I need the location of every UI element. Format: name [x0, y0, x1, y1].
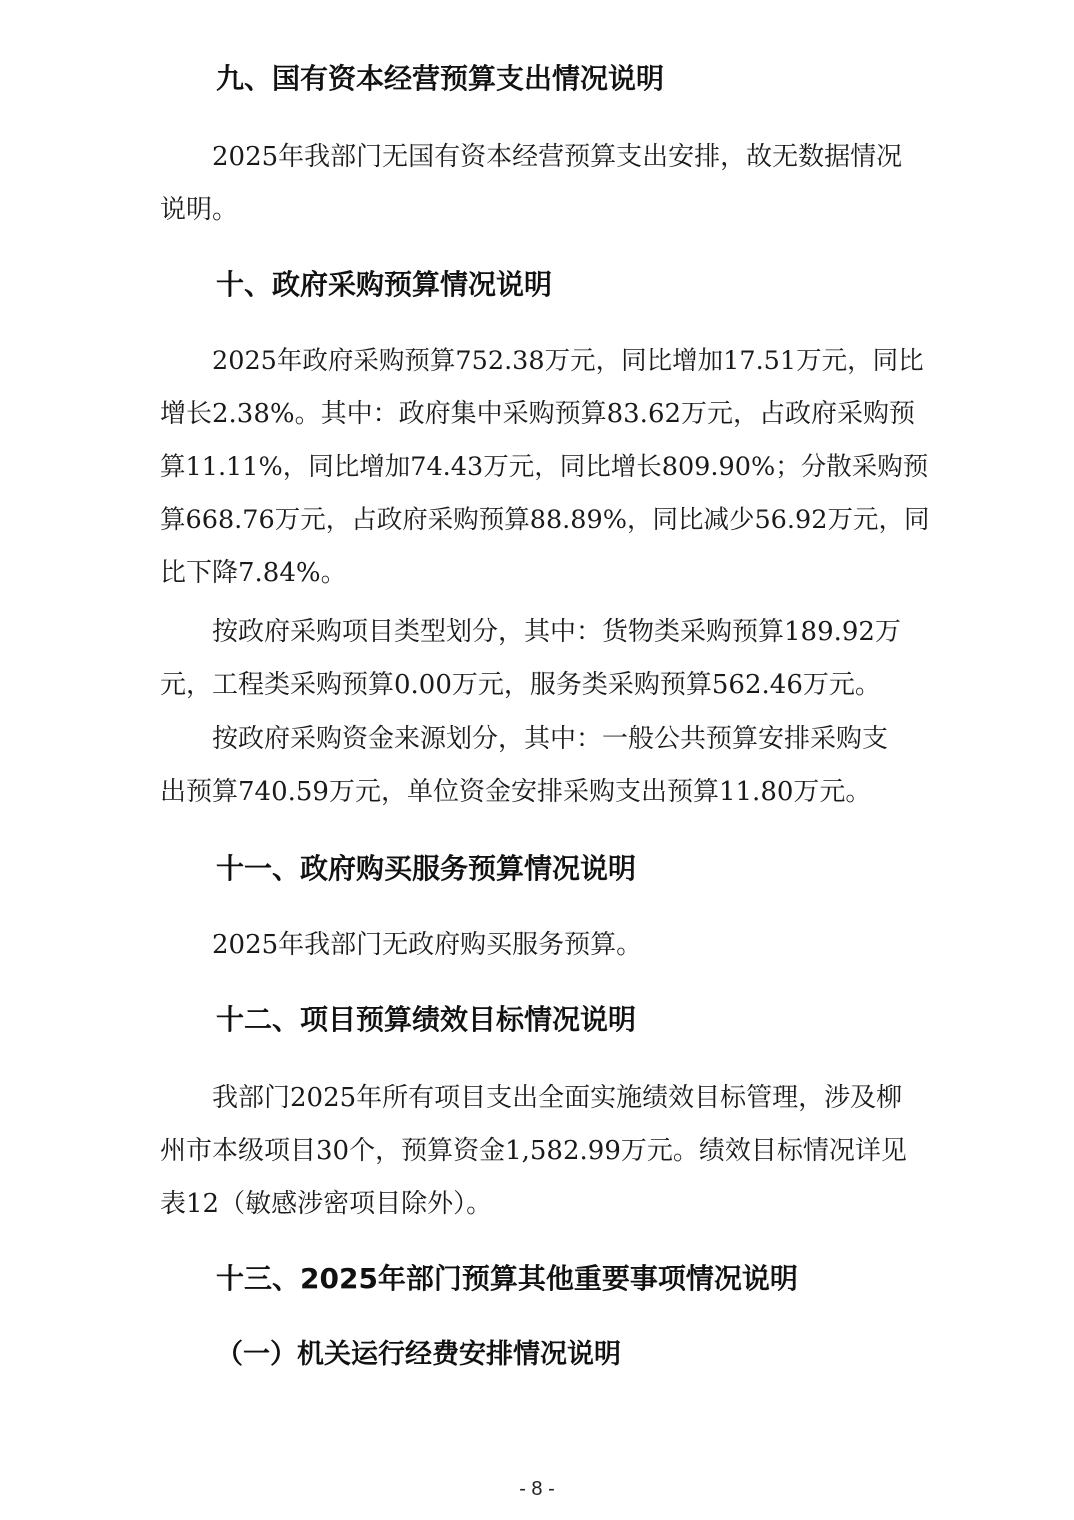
paragraph-10-3	[160, 713, 930, 819]
paragraph-9-1	[160, 131, 930, 237]
paragraph-line: 算11.11%，同比增加74.43万元，同比增长809.90%；分散采购预	[160, 452, 929, 482]
paragraph-10-2	[160, 606, 930, 712]
paragraph-line: 说明。	[160, 195, 239, 225]
paragraph-line: 比下降7.84%。	[160, 558, 347, 588]
section-heading-10: 十、政府采购预算情况说明	[216, 268, 553, 301]
paragraph-line: 按政府采购项目类型划分，其中：货物类采购预算189.92万	[212, 617, 901, 647]
paragraph-line: 按政府采购资金来源划分，其中：一般公共预算安排采购支	[212, 724, 889, 754]
section-heading-12: 十二、项目预算绩效目标情况说明	[216, 1003, 637, 1036]
section-heading-13: 十三、2025年部门预算其他重要事项情况说明	[216, 1262, 798, 1295]
paragraph-line: 州市本级项目30个，预算资金1,582.99万元。绩效目标情况详见	[160, 1136, 907, 1166]
paragraph-line: 增长2.38%。其中：政府集中采购预算83.62万元，占政府采购预	[160, 399, 916, 429]
paragraph-12-1	[160, 1072, 930, 1231]
paragraph-line: 算668.76万元，占政府采购预算88.89%，同比减少56.92万元，同	[160, 505, 930, 535]
paragraph-line: 2025年政府采购预算752.38万元，同比增加17.51万元，同比	[212, 346, 924, 376]
paragraph-11-1	[160, 919, 930, 972]
page-number: - 8 -	[519, 1478, 555, 1500]
section-heading-11: 十一、政府购买服务预算情况说明	[216, 852, 637, 885]
paragraph-line: 2025年我部门无政府购买服务预算。	[212, 930, 643, 960]
paragraph-line: 表12（敏感涉密项目除外）。	[160, 1189, 493, 1219]
paragraph-line: 元，工程类采购预算0.00万元，服务类采购预算562.46万元。	[160, 670, 881, 700]
section-heading-9: 九、国有资本经营预算支出情况说明	[216, 62, 665, 95]
subsection-heading-13-1: （一）机关运行经费安排情况说明	[216, 1339, 621, 1370]
paragraph-line: 2025年我部门无国有资本经营预算支出安排，故无数据情况	[212, 142, 903, 172]
paragraph-line: 我部门2025年所有项目支出全面实施绩效目标管理，涉及柳	[212, 1083, 903, 1113]
paragraph-10-1	[160, 335, 930, 600]
paragraph-line: 出预算740.59万元，单位资金安排采购支出预算11.80万元。	[160, 777, 872, 807]
